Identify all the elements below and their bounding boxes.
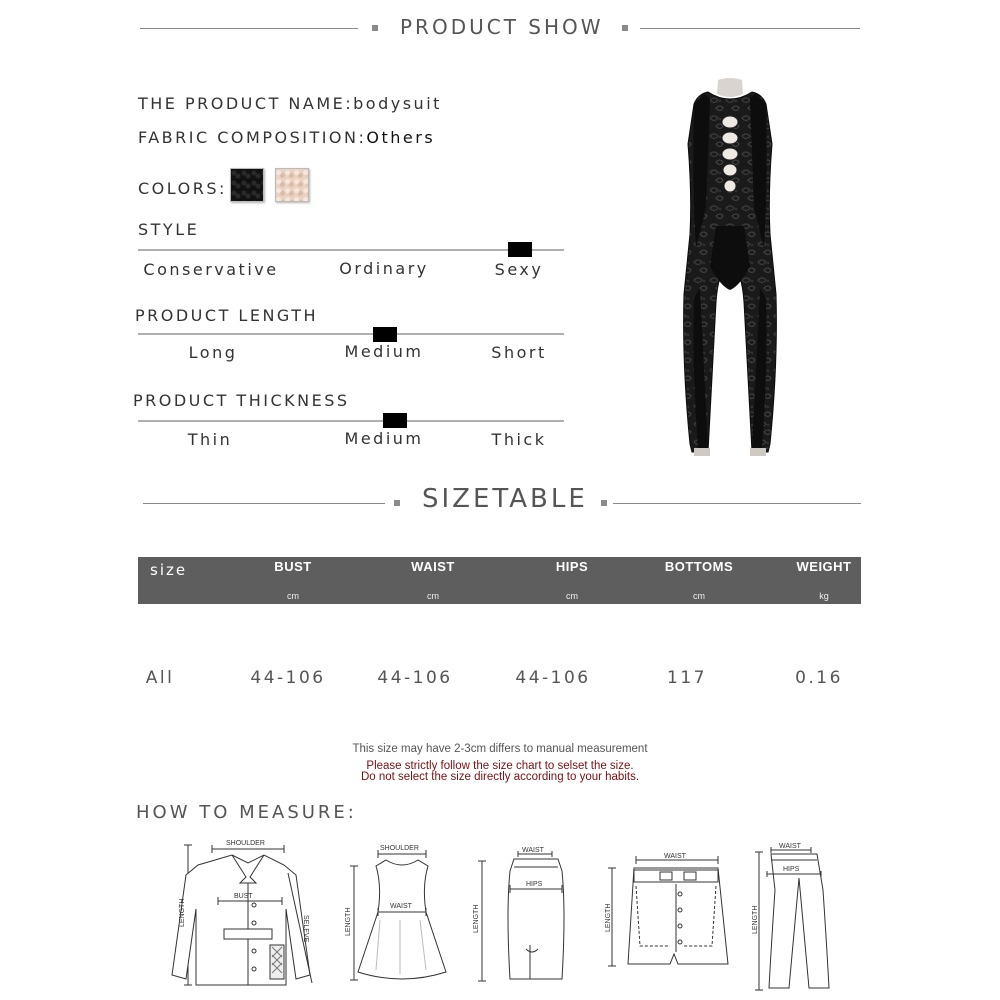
style-option-sexy: Sexy bbox=[494, 260, 544, 279]
length-scale-line bbox=[138, 333, 564, 335]
waist-unit: cm bbox=[427, 591, 439, 601]
weight-value: 0.16 bbox=[795, 668, 843, 688]
bust-column-header: BUST bbox=[274, 559, 312, 574]
colors-label: COLORS: bbox=[138, 179, 227, 198]
skirt-measure-diagram bbox=[470, 845, 570, 990]
dress-length-label: LENGTH bbox=[345, 907, 352, 936]
waist-value: 44-106 bbox=[377, 668, 453, 688]
dress-measure-diagram bbox=[340, 840, 460, 990]
length-option-medium: Medium bbox=[344, 342, 424, 361]
pants-waist-label: WAIST bbox=[779, 843, 801, 850]
style-option-conservative: Conservative bbox=[143, 260, 279, 279]
thickness-option-medium: Medium bbox=[344, 429, 424, 448]
product-name-label: THE PRODUCT NAME: bbox=[138, 94, 354, 113]
bottoms-value: 117 bbox=[667, 668, 707, 688]
dress-shoulder-label: SHOULDER bbox=[380, 845, 419, 852]
size-column-header: size bbox=[150, 561, 188, 579]
dress-waist-label: WAIST bbox=[390, 903, 412, 910]
bottoms-unit: cm bbox=[693, 591, 705, 601]
mannequin-foot-right bbox=[750, 448, 766, 456]
header-dot-left bbox=[372, 25, 378, 31]
length-scale-marker bbox=[373, 327, 397, 342]
product-name-row bbox=[138, 94, 442, 113]
length-option-short: Short bbox=[491, 343, 547, 362]
weight-unit: kg bbox=[819, 591, 829, 601]
bust-value: 44-106 bbox=[250, 668, 326, 688]
size-chart-warning: Please strictly follow the size chart to selset the size. bbox=[366, 760, 634, 772]
fabric-value: Others bbox=[366, 128, 436, 147]
size-cell-all: All bbox=[145, 668, 175, 688]
header-divider-left bbox=[140, 28, 358, 29]
jacket-shoulder-label: SHOULDER bbox=[226, 840, 265, 847]
thickness-scale-marker bbox=[383, 413, 407, 428]
skirt-hips-label: HIPS bbox=[526, 881, 543, 888]
waist-column-header: WAIST bbox=[411, 559, 455, 574]
shorts-measure-diagram bbox=[600, 848, 750, 978]
fabric-label: FABRIC COMPOSITION: bbox=[138, 128, 367, 147]
how-to-measure-title: HOW TO MEASURE: bbox=[136, 802, 357, 823]
size-habit-warning: Do not select the size directly according to your habits. bbox=[360, 771, 640, 783]
shorts-waist-label: WAIST bbox=[664, 853, 686, 860]
header-divider-right bbox=[640, 28, 860, 29]
product-show-title: PRODUCT SHOW bbox=[400, 15, 604, 39]
product-name-value: bodysuit bbox=[353, 94, 442, 113]
jacket-length-label: LENGTH bbox=[179, 898, 186, 927]
header-dot-right bbox=[622, 25, 628, 31]
weight-column-header: WEIGHT bbox=[796, 559, 852, 574]
thickness-option-thin: Thin bbox=[187, 430, 233, 449]
jacket-bust-label: BUST bbox=[234, 893, 253, 900]
jacket-sleeve-label: SELEVE bbox=[302, 915, 309, 943]
thickness-scale-line bbox=[138, 420, 564, 422]
fabric-row bbox=[138, 128, 435, 147]
thickness-option-thick: Thick bbox=[491, 430, 547, 449]
thickness-title: PRODUCT THICKNESS bbox=[133, 391, 350, 410]
mannequin-foot-left bbox=[694, 448, 710, 456]
skirt-length-label: LENGTH bbox=[473, 904, 480, 933]
color-swatch-black[interactable] bbox=[230, 168, 264, 202]
sizetable-divider-right bbox=[613, 503, 861, 504]
length-title: PRODUCT LENGTH bbox=[135, 306, 319, 325]
style-title: STYLE bbox=[138, 220, 200, 239]
sizetable-title: SIZETABLE bbox=[422, 484, 588, 514]
pants-length-label: LENGTH bbox=[752, 905, 759, 934]
mannequin-neck bbox=[717, 78, 743, 97]
jacket-measure-diagram bbox=[170, 835, 320, 995]
hips-unit: cm bbox=[566, 591, 578, 601]
sizetable-divider-left bbox=[143, 503, 385, 504]
pants-measure-diagram bbox=[745, 838, 835, 996]
product-photo bbox=[660, 78, 800, 463]
bust-unit: cm bbox=[287, 591, 299, 601]
bottoms-column-header: BOTTOMS bbox=[664, 559, 734, 574]
skirt-waist-label: WAIST bbox=[522, 847, 544, 854]
style-scale-marker bbox=[508, 242, 532, 257]
measurement-note: This size may have 2-3cm differs to manual measurement bbox=[352, 743, 648, 755]
shorts-length-label: LENGTH bbox=[605, 903, 612, 932]
sizetable-dot-right bbox=[601, 500, 607, 506]
size-table-header bbox=[138, 557, 861, 604]
length-option-long: Long bbox=[188, 343, 238, 362]
hips-column-header: HIPS bbox=[555, 559, 589, 574]
sizetable-dot-left bbox=[394, 500, 400, 506]
hips-value: 44-106 bbox=[515, 668, 591, 688]
style-option-ordinary: Ordinary bbox=[339, 259, 429, 278]
style-scale-line bbox=[138, 249, 564, 251]
color-swatch-nude[interactable] bbox=[275, 168, 309, 202]
pants-hips-label: HIPS bbox=[783, 866, 800, 873]
